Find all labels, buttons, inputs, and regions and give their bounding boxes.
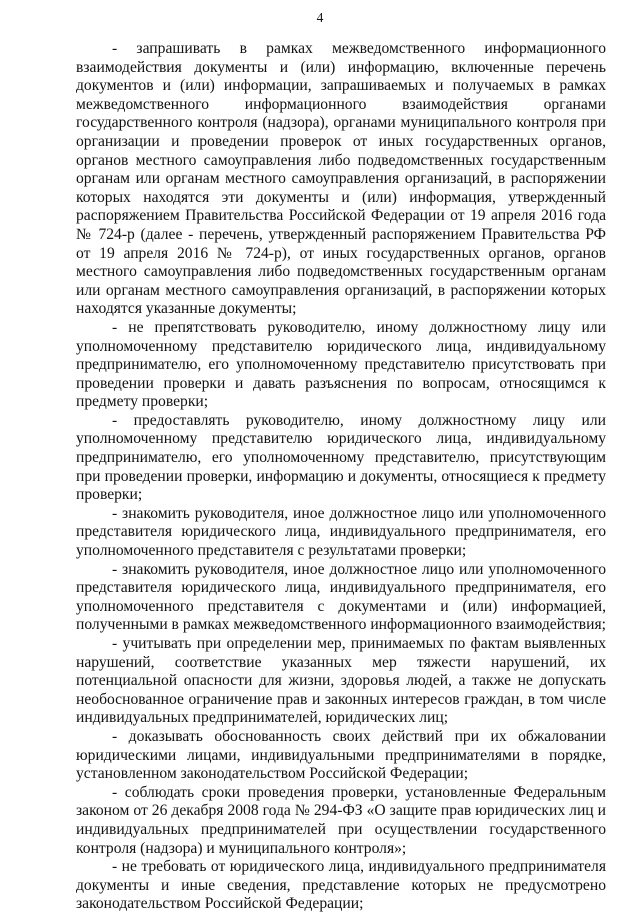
paragraph-observe-deadlines: - соблюдать сроки проведения проверки, установленные Федеральным законом от 26 декабря 2008 года № 294-ФЗ «О защите прав юридических лиц и индивидуальных предпринимателей при осуществлении государственного контроля (надзора) и муниципального контроля»;	[76, 783, 606, 857]
paragraph-consider-measures: - учитывать при определении мер, принимаемых по фактам выявленных нарушений, соответствие указанных мер тяжести нарушений, их потенциальной опасности для жизни, здоровья людей, а также не допускать необоснованное ограничение прав и законных интересов граждан, в том числе индивидуальных предпринимателей, юридических лиц;	[76, 635, 606, 727]
document-body	[76, 40, 606, 914]
paragraph-not-obstruct: - не препятствовать руководителю, иному должностному лицу или уполномоченному представителю юридического лица, индивидуальному предпринимателю, его уполномоченному представителю присутствовать при проведении проверки и давать разъяснения по вопросам, относящимся к предмету проверки;	[76, 318, 606, 411]
paragraph-familiarize-results: - знакомить руководителя, иное должностное лицо или уполномоченного представителя юридического лица, индивидуального предпринимателя, его уполномоченного представителя с результатами проверки;	[76, 504, 606, 560]
paragraph-not-require-documents: - не требовать от юридического лица, индивидуального предпринимателя документы и иные сведения, представление которых не предусмотрено законодательством Российской Федерации;	[76, 858, 606, 913]
page-number: 4	[316, 10, 324, 25]
paragraph-prove-validity: - доказывать обоснованность своих действий при их обжаловании юридическими лицами, индивидуальными предпринимателями в порядке, установленном законодательством Российской Федерации;	[76, 727, 606, 783]
paragraph-provide-information: - предоставлять руководителю, иному должностному лицу или уполномоченному представителю юридического лица, индивидуальному предпринимателю, его уполномоченному представителю, присутствующим при проведении проверки, информацию и документы, относящиеся к предмету проверки;	[76, 411, 606, 504]
paragraph-request-documents: - запрашивать в рамках межведомственного информационного взаимодействия документы и (или) информацию, включенные перечень документов и (или) информации, запрашиваемых и получаемых в рамках межведомственного информационного взаимодействия органами государственного контроля (надзора), органами муниципального контроля при организации и проведении проверок от иных государственных органов, органов местного самоуправления либо подведомственных государственным органам или органам местного самоуправления организаций, в распоряжении которых находятся эти документы и (или) информация, утвержденный распоряжением Правительства Российской Федерации от 19 апреля 2016 года № 724-р (далее - перечень, утвержденный распоряжением Правительства РФ от 19 апреля 2016 № 724-р), от иных государственных органов, органов местного самоуправления либо подведомственных государственным органам или органам местного самоуправления организаций, в распоряжении которых находятся указанные документы;	[76, 40, 606, 318]
paragraph-familiarize-documents: - знакомить руководителя, иное должностное лицо или уполномоченного представителя юридического лица, индивидуального предпринимателя, его уполномоченного представителя с документами и (или) информацией, полученными в рамках межведомственного информационного взаимодействия;	[76, 560, 606, 634]
